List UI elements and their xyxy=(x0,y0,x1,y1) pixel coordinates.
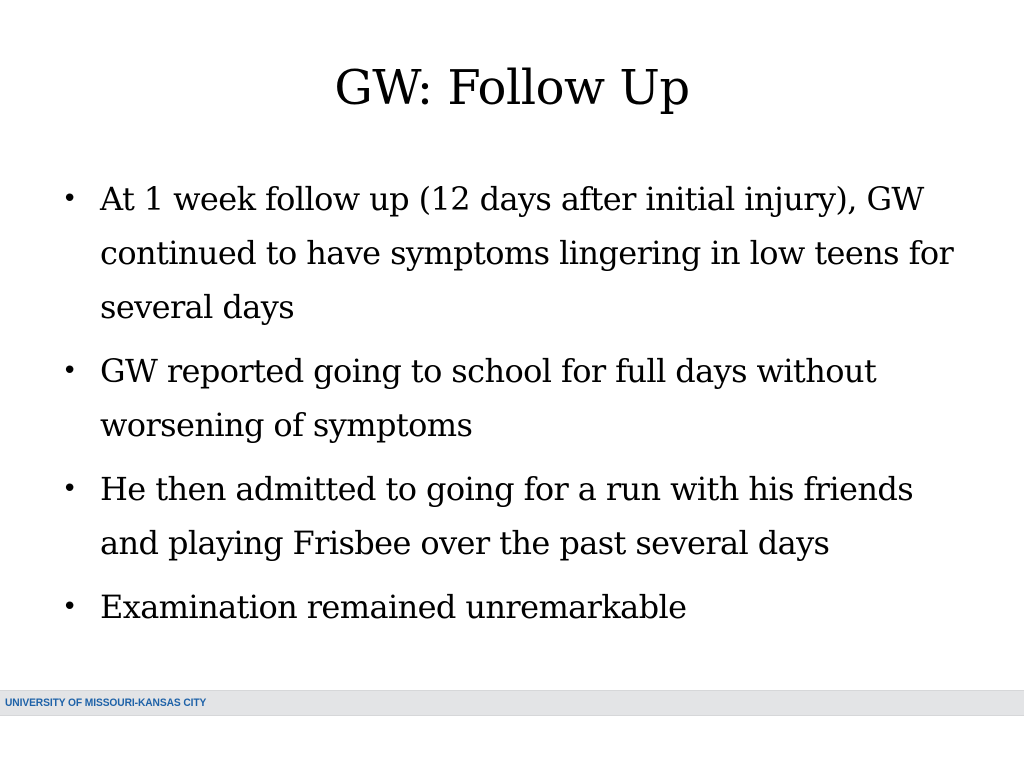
bullet-item xyxy=(62,172,967,334)
bullet-text: At 1 week follow up (12 days after initial injury), GW continued to have symptoms lingering in low teens for several days xyxy=(100,180,954,326)
bullet-text: Examination remained unremarkable xyxy=(100,588,687,626)
bullet-list xyxy=(62,172,967,644)
bullet-dot-icon: • xyxy=(62,592,77,622)
bullet-text: GW reported going to school for full days without worsening of symptoms xyxy=(100,352,877,444)
bullet-dot-icon: • xyxy=(62,184,77,214)
university-logo: UNIVERSITY OF MISSOURI-KANSAS CITY xyxy=(5,697,207,709)
bullet-dot-icon: • xyxy=(62,356,77,386)
bullet-item xyxy=(62,462,967,570)
bullet-item xyxy=(62,344,967,452)
bullet-item xyxy=(62,580,967,634)
bullet-dot-icon: • xyxy=(62,474,77,504)
slide-title: GW: Follow Up xyxy=(334,60,690,116)
bullet-text: He then admitted to going for a run with his friends and playing Frisbee over the past several days xyxy=(100,470,914,562)
footer-bar xyxy=(0,690,1024,716)
